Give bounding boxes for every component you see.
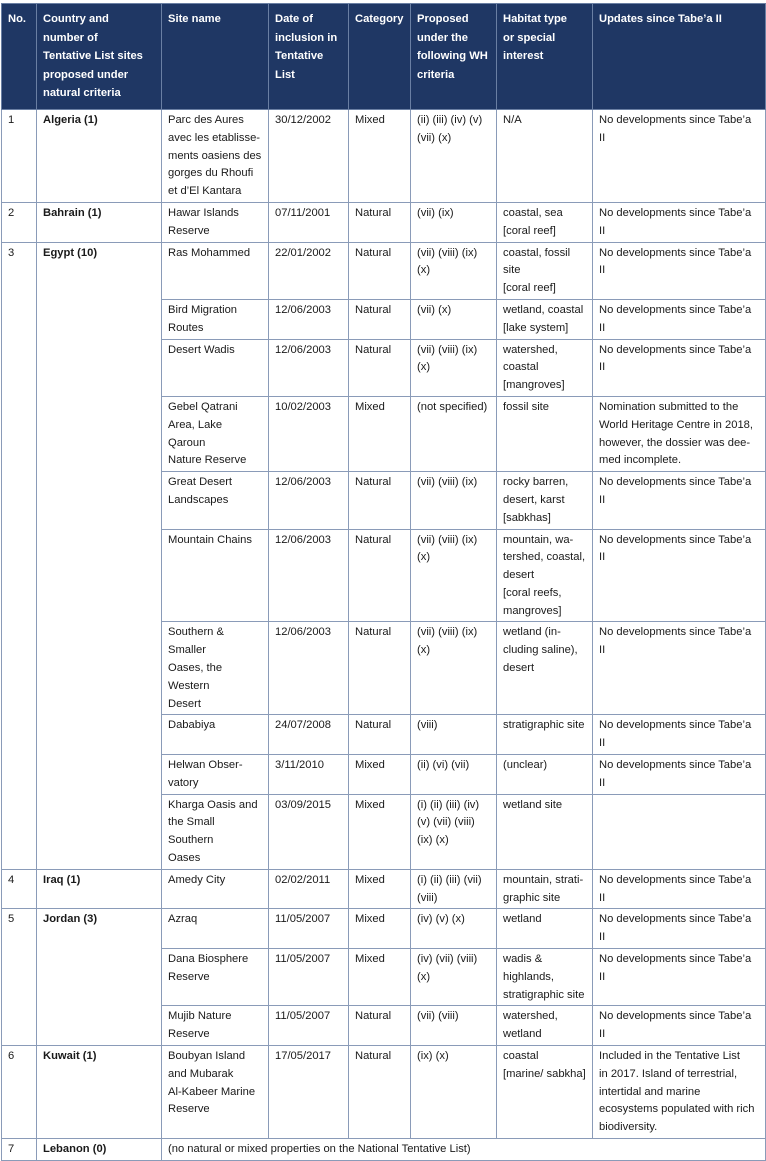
updates-cell: No developments since Tabe’a II <box>593 109 766 202</box>
table-row <box>2 869 766 909</box>
country-cell: Lebanon (0) <box>37 1139 162 1161</box>
category-cell: Natural <box>349 622 411 715</box>
header-country: Country and number of Tentative List sites proposed under natural criteria <box>37 4 162 110</box>
site-name-cell: Dababiya <box>162 715 269 755</box>
site-name-cell: Hawar Islands Reserve <box>162 202 269 242</box>
criteria-cell: (vii) (viii) (ix) (x) <box>411 622 497 715</box>
row-number: 7 <box>2 1139 37 1161</box>
site-name-cell: Parc des Aures avec les etablisse- ments oasiens des gorges du Rhoufi et d’El Kantara <box>162 109 269 202</box>
updates-cell: No developments since Tabe’a II <box>593 622 766 715</box>
date-cell: 12/06/2003 <box>269 339 349 396</box>
updates-cell: No developments since Tabe’a II <box>593 869 766 909</box>
habitat-cell: stratigraphic site <box>497 715 593 755</box>
habitat-cell: (unclear) <box>497 755 593 795</box>
header-updates: Updates since Tabe’a II <box>593 4 766 110</box>
habitat-cell: wetland <box>497 909 593 949</box>
updates-cell: No developments since Tabe’a II <box>593 715 766 755</box>
updates-cell: No developments since Tabe’a II <box>593 909 766 949</box>
criteria-cell: (i) (ii) (iii) (iv) (v) (vii) (viii) (ix) (x) <box>411 794 497 869</box>
category-cell: Mixed <box>349 794 411 869</box>
habitat-cell: wetland (in- cluding saline), desert <box>497 622 593 715</box>
habitat-cell: N/A <box>497 109 593 202</box>
site-name-cell: Great Desert Landscapes <box>162 472 269 529</box>
table-row <box>2 1046 766 1139</box>
habitat-cell: mountain, strati- graphic site <box>497 869 593 909</box>
site-name-cell: Bird Migration Routes <box>162 299 269 339</box>
table-row <box>2 1139 766 1161</box>
habitat-cell: fossil site <box>497 396 593 471</box>
updates-cell: Included in the Tentative List in 2017. Island of terrestrial, intertidal and marine ecosystems populated with rich biodiversity. <box>593 1046 766 1139</box>
site-name-cell: Kharga Oasis and the Small Southern Oases <box>162 794 269 869</box>
habitat-cell: watershed, wetland <box>497 1006 593 1046</box>
header-criteria: Proposed under the following WH criteria <box>411 4 497 110</box>
date-cell: 12/06/2003 <box>269 299 349 339</box>
category-cell: Natural <box>349 1046 411 1139</box>
country-cell: Kuwait (1) <box>37 1046 162 1139</box>
habitat-cell: coastal [marine/ sabkha] <box>497 1046 593 1139</box>
criteria-cell: (iv) (vii) (viii) (x) <box>411 949 497 1006</box>
header-row <box>2 4 766 110</box>
habitat-cell: wadis & highlands, stratigraphic site <box>497 949 593 1006</box>
category-cell: Mixed <box>349 909 411 949</box>
habitat-cell: mountain, wa- tershed, coastal, desert [coral reefs, mangroves] <box>497 529 593 622</box>
no-properties-note: (no natural or mixed properties on the National Tentative List) <box>162 1139 766 1161</box>
criteria-cell: (vii) (viii) (ix) (x) <box>411 529 497 622</box>
category-cell: Natural <box>349 529 411 622</box>
table-row <box>2 109 766 202</box>
row-number: 4 <box>2 869 37 909</box>
table-row <box>2 242 766 299</box>
date-cell: 11/05/2007 <box>269 949 349 1006</box>
category-cell: Natural <box>349 299 411 339</box>
site-name-cell: Desert Wadis <box>162 339 269 396</box>
updates-cell: No developments since Tabe’a II <box>593 242 766 299</box>
row-number: 5 <box>2 909 37 1046</box>
updates-cell: No developments since Tabe’a II <box>593 472 766 529</box>
header-no: No. <box>2 4 37 110</box>
date-cell: 07/11/2001 <box>269 202 349 242</box>
criteria-cell: (ii) (iii) (iv) (v) (vii) (x) <box>411 109 497 202</box>
habitat-cell: wetland, coastal [lake system] <box>497 299 593 339</box>
category-cell: Mixed <box>349 396 411 471</box>
updates-cell: No developments since Tabe’a II <box>593 755 766 795</box>
category-cell: Natural <box>349 339 411 396</box>
date-cell: 24/07/2008 <box>269 715 349 755</box>
category-cell: Mixed <box>349 755 411 795</box>
criteria-cell: (vii) (viii) (ix) <box>411 472 497 529</box>
country-cell: Algeria (1) <box>37 109 162 202</box>
row-number: 1 <box>2 109 37 202</box>
header-category: Category <box>349 4 411 110</box>
habitat-cell: coastal, fossil site [coral reef] <box>497 242 593 299</box>
site-name-cell: Helwan Obser- vatory <box>162 755 269 795</box>
site-name-cell: Amedy City <box>162 869 269 909</box>
category-cell: Natural <box>349 202 411 242</box>
category-cell: Mixed <box>349 869 411 909</box>
category-cell: Natural <box>349 715 411 755</box>
habitat-cell: coastal, sea [coral reef] <box>497 202 593 242</box>
criteria-cell: (vii) (viii) (ix) (x) <box>411 242 497 299</box>
site-name-cell: Mountain Chains <box>162 529 269 622</box>
site-name-cell: Gebel Qatrani Area, Lake Qaroun Nature Reserve <box>162 396 269 471</box>
country-cell: Egypt (10) <box>37 242 162 869</box>
category-cell: Mixed <box>349 109 411 202</box>
habitat-cell: wetland site <box>497 794 593 869</box>
site-name-cell: Ras Mohammed <box>162 242 269 299</box>
updates-cell <box>593 794 766 869</box>
date-cell: 03/09/2015 <box>269 794 349 869</box>
date-cell: 12/06/2003 <box>269 622 349 715</box>
date-cell: 02/02/2011 <box>269 869 349 909</box>
tentative-list-table <box>1 3 766 1161</box>
habitat-cell: watershed, coastal [mangroves] <box>497 339 593 396</box>
category-cell: Natural <box>349 472 411 529</box>
country-cell: Jordan (3) <box>37 909 162 1046</box>
date-cell: 22/01/2002 <box>269 242 349 299</box>
date-cell: 11/05/2007 <box>269 909 349 949</box>
updates-cell: No developments since Tabe’a II <box>593 299 766 339</box>
site-name-cell: Mujib Nature Reserve <box>162 1006 269 1046</box>
criteria-cell: (vii) (viii) <box>411 1006 497 1046</box>
updates-cell: Nomination submitted to the World Heritage Centre in 2018, however, the dossier was dee- med incomplete. <box>593 396 766 471</box>
header-habitat: Habitat type or special interest <box>497 4 593 110</box>
criteria-cell: (vii) (viii) (ix) (x) <box>411 339 497 396</box>
site-name-cell: Azraq <box>162 909 269 949</box>
category-cell: Mixed <box>349 949 411 1006</box>
updates-cell: No developments since Tabe’a II <box>593 949 766 1006</box>
habitat-cell: rocky barren, desert, karst [sabkhas] <box>497 472 593 529</box>
row-number: 2 <box>2 202 37 242</box>
updates-cell: No developments since Tabe’a II <box>593 529 766 622</box>
category-cell: Natural <box>349 1006 411 1046</box>
category-cell: Natural <box>349 242 411 299</box>
updates-cell: No developments since Tabe’a II <box>593 339 766 396</box>
criteria-cell: (vii) (x) <box>411 299 497 339</box>
criteria-cell: (not specified) <box>411 396 497 471</box>
criteria-cell: (vii) (ix) <box>411 202 497 242</box>
table-row <box>2 909 766 949</box>
site-name-cell: Boubyan Island and Mubarak Al-Kabeer Marine Reserve <box>162 1046 269 1139</box>
updates-cell: No developments since Tabe’a II <box>593 1006 766 1046</box>
date-cell: 3/11/2010 <box>269 755 349 795</box>
country-cell: Iraq (1) <box>37 869 162 909</box>
row-number: 3 <box>2 242 37 869</box>
site-name-cell: Southern & Smaller Oases, the Western Desert <box>162 622 269 715</box>
updates-cell: No developments since Tabe’a II <box>593 202 766 242</box>
date-cell: 12/06/2003 <box>269 472 349 529</box>
criteria-cell: (ii) (vi) (vii) <box>411 755 497 795</box>
date-cell: 10/02/2003 <box>269 396 349 471</box>
site-name-cell: Dana Biosphere Reserve <box>162 949 269 1006</box>
criteria-cell: (i) (ii) (iii) (vii) (viii) <box>411 869 497 909</box>
date-cell: 12/06/2003 <box>269 529 349 622</box>
table-row <box>2 202 766 242</box>
criteria-cell: (iv) (v) (x) <box>411 909 497 949</box>
country-cell: Bahrain (1) <box>37 202 162 242</box>
date-cell: 17/05/2017 <box>269 1046 349 1139</box>
criteria-cell: (viii) <box>411 715 497 755</box>
criteria-cell: (ix) (x) <box>411 1046 497 1139</box>
row-number: 6 <box>2 1046 37 1139</box>
date-cell: 30/12/2002 <box>269 109 349 202</box>
date-cell: 11/05/2007 <box>269 1006 349 1046</box>
header-date: Date of inclusion in Tentative List <box>269 4 349 110</box>
header-site-name: Site name <box>162 4 269 110</box>
